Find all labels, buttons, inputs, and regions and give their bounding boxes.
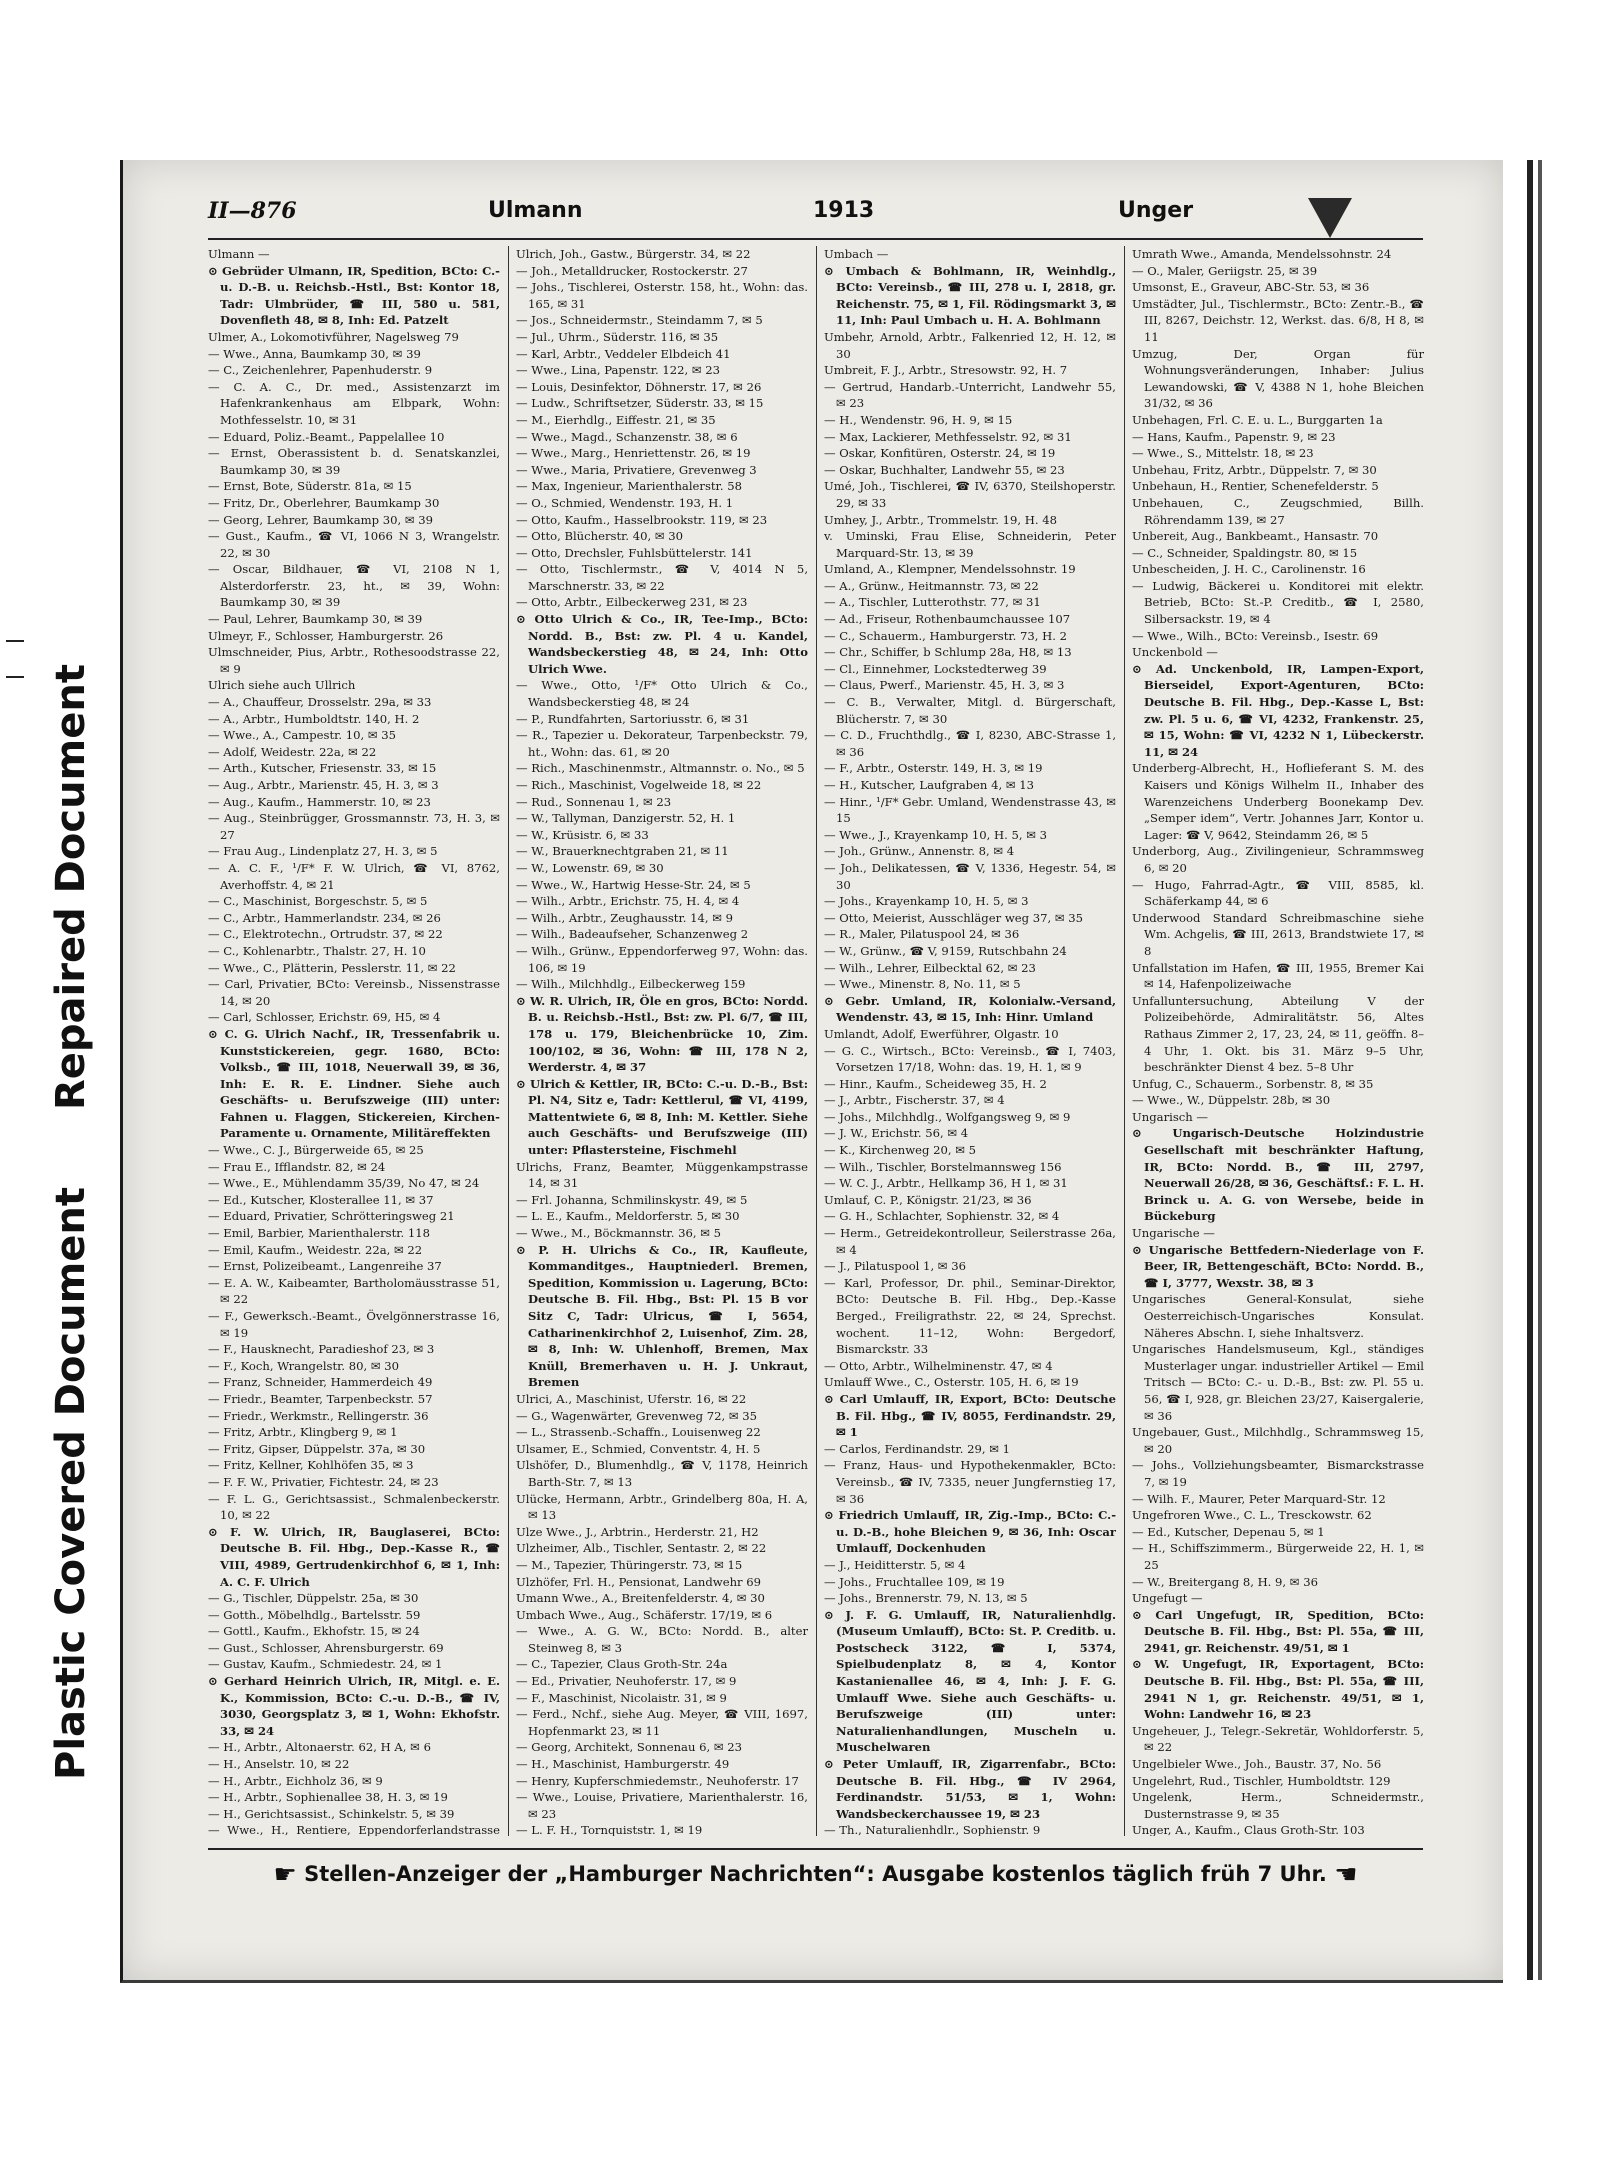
directory-entry: — Wwe., Maria, Privatiere, Grevenweg 3 bbox=[516, 462, 757, 477]
directory-entry: — Wwe., A. G. W., BCto: Nordd. B., alter Steinweg 8, ✉ 3 bbox=[516, 1624, 808, 1655]
directory-entry: — A., Grünw., Heitmannstr. 73, ✉ 22 bbox=[824, 578, 1039, 593]
directory-entry: Ungefroren Wwe., C. L., Tresckowstr. 62 bbox=[1132, 1508, 1372, 1523]
directory-entry: Ulrici, A., Maschinist, Uferstr. 16, ✉ 22 bbox=[516, 1391, 747, 1406]
directory-entry: — Johs., Vollziehungsbeamter, Bismarckstrasse 7, ✉ 19 bbox=[1132, 1458, 1424, 1489]
directory-entry: — G. H., Schlachter, Sophienstr. 32, ✉ 4 bbox=[824, 1209, 1060, 1224]
directory-entry: — Wilh., Tischler, Borstelmannsweg 156 bbox=[824, 1159, 1062, 1174]
directory-entry: — Fritz, Kellner, Kohlhöfen 35, ✉ 3 bbox=[208, 1458, 414, 1473]
directory-entry: Umstädter, Jul., Tischlermstr., BCto: Zentr.-B., ☎ III, 8267, Deichstr. 12, Werkst. das. 6/8, H 8, ✉ 11 bbox=[1132, 296, 1424, 344]
directory-entry: — Jul., Uhrm., Süderstr. 116, ✉ 35 bbox=[516, 329, 719, 344]
directory-entry: Unfalluntersuchung, Abteilung V der Polizeibehörde, Admiralitätstr. 56, Altes Rathaus Zimmer 2, 17, 23, 24, ✉ 11, geöffn. 8–4 Uhr, 1. Okt. bis 31. März 9–5 Uhr, beschränkter Dienst 4 bez. 5–8 Uhr bbox=[1132, 993, 1424, 1075]
directory-entry: — Wwe., Magd., Schanzenstr. 38, ✉ 6 bbox=[516, 429, 738, 444]
directory-entry: — Frl. Johanna, Schmilinskystr. 49, ✉ 5 bbox=[516, 1192, 748, 1207]
directory-entry: Unbehaun, H., Rentier, Schenefelderstr. 5 bbox=[1132, 479, 1379, 494]
directory-entry: ⊙ Ungarisch-Deutsche Holzindustrie Gesellschaft mit beschränkter Haftung, IR, BCto: Nordd. B., ☎ III, 2797, Neuerwall 26/28, ✉ 36, Geschäftsf.: F. L. H. Brinck u. A. G. von Wersebe, beide in Bückeburg bbox=[1132, 1126, 1424, 1224]
directory-entry: — L., Strassenb.-Schaffn., Louisenweg 22 bbox=[516, 1425, 761, 1440]
header-year: 1913 bbox=[813, 198, 875, 223]
directory-entry: — Ludw., Schriftsetzer, Süderstr. 33, ✉ 15 bbox=[516, 396, 764, 411]
column-divider bbox=[816, 246, 817, 1836]
directory-entry: — Wilh. F., Maurer, Peter Marquard-Str. 12 bbox=[1132, 1491, 1386, 1506]
directory-entry: Umé, Joh., Tischlerei, ☎ IV, 6370, Steilshoperstr. 29, ✉ 33 bbox=[824, 479, 1116, 510]
directory-entry: — Wwe., M., Böckmannstr. 36, ✉ 5 bbox=[516, 1226, 721, 1241]
directory-entry: — Paul, Lehrer, Baumkamp 30, ✉ 39 bbox=[208, 612, 423, 627]
directory-entry: v. Uminski, Frau Elise, Schneiderin, Peter Marquard-Str. 13, ✉ 39 bbox=[824, 529, 1116, 560]
directory-entry: — Arth., Kutscher, Friesenstr. 33, ✉ 15 bbox=[208, 761, 437, 776]
directory-entry: — L. F. H., Tornquiststr. 1, ✉ 19 bbox=[516, 1823, 703, 1836]
directory-entry: — Cl., Einnehmer, Lockstedterweg 39 bbox=[824, 661, 1047, 676]
directory-entry: — Fritz, Dr., Oberlehrer, Baumkamp 30 bbox=[208, 495, 440, 510]
directory-entry: Unfallstation im Hafen, ☎ III, 1955, Bremer Kai ✉ 14, Hafenpolizeiwache bbox=[1132, 960, 1424, 992]
directory-entry: — Wwe., Wilh., BCto: Vereinsb., Isestr. 69 bbox=[1132, 628, 1379, 643]
directory-entry: — C. A. C., Dr. med., Assistenzarzt im Hafenkrankenhaus am Elbpark, Wohn: Mothfesselstr. 10, ✉ 31 bbox=[208, 379, 500, 427]
directory-entry: — Otto, Tischlermstr., ☎ V, 4014 N 5, Marschnerstr. 33, ✉ 22 bbox=[516, 562, 808, 593]
directory-entry: Ungebauer, Gust., Milchhdlg., Schrammsweg 15, ✉ 20 bbox=[1132, 1425, 1424, 1456]
directory-entry: — Ad., Friseur, Rothenbaumchaussee 107 bbox=[824, 612, 1071, 627]
directory-entry: — J., Heiditterstr. 5, ✉ 4 bbox=[824, 1557, 966, 1572]
page-footer bbox=[208, 1860, 1423, 1900]
directory-entry: — C., Schneider, Spaldingstr. 80, ✉ 15 bbox=[1132, 545, 1358, 560]
directory-entry: — Wwe., H., Rentiere, Eppendorferlandstrasse bbox=[208, 1823, 500, 1836]
directory-entry: — Ernst, Polizeibeamt., Langenreihe 37 bbox=[208, 1259, 442, 1274]
directory-entry: Underwood Standard Schreibmaschine siehe Wm. Achgelis, ☎ III, 2613, Brandstwiete 17, ✉ 8 bbox=[1132, 910, 1424, 958]
directory-entry: — Eduard, Poliz.-Beamt., Pappelallee 10 bbox=[208, 429, 445, 444]
directory-entry: Umrath Wwe., Amanda, Mendelssohnstr. 24 bbox=[1132, 247, 1392, 261]
binding-edge bbox=[1538, 160, 1542, 1980]
directory-page bbox=[120, 160, 1503, 1983]
footer-advert-text: Stellen-Anzeiger der „Hamburger Nachrichten“: Ausgabe kostenlos täglich früh 7 Uhr. bbox=[304, 1862, 1327, 1886]
directory-entry: — Wilh., Lehrer, Eilbecktal 62, ✉ 23 bbox=[824, 960, 1036, 975]
directory-entry: — Gust., Schlosser, Ahrensburgerstr. 69 bbox=[208, 1640, 444, 1655]
directory-entry: — Rich., Maschinist, Vogelweide 18, ✉ 22 bbox=[516, 778, 762, 792]
directory-entry: — Th., Naturalienhdlr., Sophienstr. 9 bbox=[824, 1823, 1041, 1836]
directory-entry: — C., Schauerm., Hamburgerstr. 73, H. 2 bbox=[824, 628, 1068, 643]
header-left-keyword: Ulmann bbox=[488, 198, 583, 223]
pointing-hand-icon: ☛ bbox=[273, 1860, 297, 1890]
directory-entry: — C., Zeichenlehrer, Papenhuderstr. 9 bbox=[208, 363, 433, 378]
scan-edge-mark bbox=[6, 676, 24, 678]
directory-entry: — Gust., Kaufm., ☎ VI, 1066 N 3, Wrangelstr. 22, ✉ 30 bbox=[208, 529, 500, 560]
directory-entry: — H., Kutscher, Laufgraben 4, ✉ 13 bbox=[824, 778, 1034, 792]
directory-entry: — Emil, Kaufm., Weidestr. 22a, ✉ 22 bbox=[208, 1242, 423, 1257]
directory-entry: — Otto, Meierist, Ausschläger weg 37, ✉ 35 bbox=[824, 910, 1083, 925]
directory-entry: — Chr., Schiffer, b Schlump 28a, H8, ✉ 13 bbox=[824, 645, 1072, 660]
directory-entry: — Joh., Grünw., Annenstr. 8, ✉ 4 bbox=[824, 844, 1015, 859]
directory-entry: — Johs., Brennerstr. 79, N. 13, ✉ 5 bbox=[824, 1591, 1028, 1606]
directory-entry: — Otto, Arbtr., Eilbeckerweg 231, ✉ 23 bbox=[516, 595, 748, 610]
directory-entry: — O., Maler, Geriigstr. 25, ✉ 39 bbox=[1132, 263, 1318, 278]
thumb-index-marker bbox=[1308, 198, 1352, 238]
directory-entry: — Rud., Sonnenau 1, ✉ 23 bbox=[516, 794, 672, 809]
directory-entry: — Wwe., S., Mittelstr. 18, ✉ 23 bbox=[1132, 446, 1314, 461]
directory-entry: — R., Maler, Pilatuspool 24, ✉ 36 bbox=[824, 927, 1020, 942]
directory-entry: ⊙ Gebr. Umland, IR, Kolonialw.-Versand, Wendenstr. 43, ✉ 15, Inh: Hinr. Umland bbox=[824, 993, 1116, 1025]
directory-entry: — Johs., Tischlerei, Osterstr. 158, ht., Wohn: das. 165, ✉ 31 bbox=[516, 280, 808, 311]
directory-entry: Umbehr, Arnold, Arbtr., Falkenried 12, H. 12, ✉ 30 bbox=[824, 329, 1116, 361]
directory-entry: — Ed., Kutscher, Klosterallee 11, ✉ 37 bbox=[208, 1192, 434, 1207]
directory-entry: — Emil, Barbier, Marienthalerstr. 118 bbox=[208, 1226, 431, 1241]
directory-entry: — Oskar, Konfitüren, Osterstr. 24, ✉ 19 bbox=[824, 446, 1056, 461]
directory-entry: Unfug, C., Schauerm., Sorbenstr. 8, ✉ 35 bbox=[1132, 1076, 1374, 1091]
directory-entry: — Aug., Kaufm., Hammerstr. 10, ✉ 23 bbox=[208, 794, 431, 809]
directory-entry: — C., Arbtr., Hammerlandstr. 234, ✉ 26 bbox=[208, 910, 441, 925]
directory-entry: — F. L. G., Gerichtsassist., Schmalenbeckerstr. 10, ✉ 22 bbox=[208, 1491, 500, 1523]
directory-entry: — Wilh., Milchhdlg., Eilbeckerweg 159 bbox=[516, 977, 746, 992]
directory-entry: — W., Breitergang 8, H. 9, ✉ 36 bbox=[1132, 1574, 1318, 1589]
directory-entry: Underborg, Aug., Zivilingenieur, Schrammsweg 6, ✉ 20 bbox=[1132, 844, 1424, 875]
directory-entry: — Georg, Lehrer, Baumkamp 30, ✉ 39 bbox=[208, 512, 433, 527]
directory-entry: — Jos., Schneidermstr., Steindamm 7, ✉ 5 bbox=[516, 313, 763, 328]
directory-entry: Unbehau, Fritz, Arbtr., Düppelstr. 7, ✉ 30 bbox=[1132, 462, 1377, 477]
directory-entry: — Gustav, Kaufm., Schmiedestr. 24, ✉ 1 bbox=[208, 1657, 443, 1672]
directory-entry: — Wilh., Arbtr., Zeughausstr. 14, ✉ 9 bbox=[516, 910, 733, 925]
directory-entry: — C., Maschinist, Borgeschstr. 5, ✉ 5 bbox=[208, 894, 428, 909]
directory-entry: — C. D., Fruchthdlg., ☎ I, 8230, ABC-Strasse 1, ✉ 36 bbox=[824, 728, 1116, 759]
directory-entry: Ulshöfer, D., Blumenhdlg., ☎ V, 1178, Heinrich Barth-Str. 7, ✉ 13 bbox=[516, 1458, 808, 1489]
directory-entry: — Ferd., Nchf., siehe Aug. Meyer, ☎ VIII, 1697, Hopfenmarkt 23, ✉ 11 bbox=[516, 1707, 808, 1738]
page-header bbox=[123, 198, 1503, 238]
directory-entry: — J., Arbtr., Fischerstr. 37, ✉ 4 bbox=[824, 1093, 1005, 1108]
directory-entry: — Ludwig, Bäckerei u. Konditorei mit elektr. Betrieb, BCto: St.-P. Creditb., ☎ I, 2580, Silbersackstr. 19, ✉ 4 bbox=[1132, 578, 1424, 627]
directory-entry: — J., Pilatuspool 1, ✉ 36 bbox=[824, 1259, 966, 1274]
directory-entry: — Friedr., Werkmstr., Rellingerstr. 36 bbox=[208, 1408, 429, 1423]
directory-entry: Ungelbieler Wwe., Joh., Baustr. 37, No. 56 bbox=[1132, 1757, 1382, 1772]
directory-entry: Underberg-Albrecht, H., Hoflieferant S. M. des Kaisers und Königs Wilhelm II., Inhaber des Warenzeichens Underberg Boonekamp Dev. „Semper idem“, Vertr. Johannes Jarr, Kontor u. Lager: ☎ V, 9642, Steindamm 26, ✉ 5 bbox=[1132, 761, 1424, 842]
directory-entry: — Frau Aug., Lindenplatz 27, H. 3, ✉ 5 bbox=[208, 844, 438, 859]
directory-entry: — Ernst, Oberassistent b. d. Senatskanzlei, Baumkamp 30, ✉ 39 bbox=[208, 446, 500, 477]
directory-entry: — Max, Ingenieur, Marienthalerstr. 58 bbox=[516, 479, 742, 494]
directory-entry: ⊙ Friedrich Umlauff, IR, Zig.-Imp., BCto: C.- u. D.-B., hohe Bleichen 9, ✉ 36, Inh: Oscar Umlauff, Dockenhuden bbox=[824, 1508, 1116, 1556]
directory-entry: Unbehauen, C., Zeugschmied, Billh. Röhrendamm 139, ✉ 27 bbox=[1132, 495, 1424, 527]
directory-entry: — Carl, Schlosser, Erichstr. 69, H5, ✉ 4 bbox=[208, 1010, 441, 1025]
directory-entry: — G. C., Wirtsch., BCto: Vereinsb., ☎ I, 7403, Vorsetzen 17/18, Wohn: das. 19, H. 1, ✉ 9 bbox=[824, 1043, 1116, 1075]
directory-entry: ⊙ W. Ungefugt, IR, Exportagent, BCto: Deutsche B. Fil. Hbg., Bst: Pl. 55a, ☎ III, 2941 N 1, gr. Reichenstr. 49/51, ✉ 1, Wohn: Landwehr 16, ✉ 23 bbox=[1132, 1657, 1424, 1722]
directory-entry: — Ed., Kutscher, Depenau 5, ✉ 1 bbox=[1132, 1524, 1325, 1539]
directory-entry: — Wwe., C., Plätterin, Pesslerstr. 11, ✉ 22 bbox=[208, 960, 456, 975]
directory-entry: — O., Schmied, Wendenstr. 193, H. 1 bbox=[516, 495, 734, 510]
directory-entry: ⊙ Carl Umlauff, IR, Export, BCto: Deutsche B. Fil. Hbg., ☎ IV, 8055, Ferdinandstr. 29, ✉ 1 bbox=[824, 1391, 1116, 1440]
directory-entry: — H., Schiffszimmerm., Bürgerweide 22, H. 1, ✉ 25 bbox=[1132, 1541, 1424, 1572]
directory-entry: — H., Maschinist, Hamburgerstr. 49 bbox=[516, 1757, 730, 1772]
directory-entry: — Herm., Getreidekontrolleur, Seilerstrasse 26a, ✉ 4 bbox=[824, 1226, 1116, 1257]
column-divider bbox=[1124, 246, 1125, 1836]
directory-entry: Unckenbold — bbox=[1132, 645, 1218, 660]
directory-entry: Ulmann — bbox=[208, 247, 270, 261]
directory-entry: — Aug., Arbtr., Marienstr. 45, H. 3, ✉ 3 bbox=[208, 778, 439, 792]
directory-entry: — Joh., Delikatessen, ☎ V, 1336, Hegestr. 54, ✉ 30 bbox=[824, 860, 1116, 892]
directory-entry: — Wwe., W., Hartwig Hesse-Str. 24, ✉ 5 bbox=[516, 877, 751, 892]
directory-entry: Ungarisches Handelsmuseum, Kgl., ständiges Musterlager ungar. industrieller Artikel — Emil Tritsch — BCto: C.- u. D.-B., Bst: zw. Pl. 55 u. 56, ☎ I, 928, gr. Bleichen 23/27, Kaisergalerie, ✉ 36 bbox=[1132, 1342, 1424, 1423]
directory-entry: — Wilh., Badeaufseher, Schanzenweg 2 bbox=[516, 927, 749, 942]
directory-entry: — Louis, Desinfektor, Döhnerstr. 17, ✉ 26 bbox=[516, 379, 762, 394]
directory-entry: — Wwe., Otto, ¹/F* Otto Ulrich & Co., Wandsbeckerstieg 48, ✉ 24 bbox=[516, 678, 808, 710]
directory-entry: — G., Wagenwärter, Grevenweg 72, ✉ 35 bbox=[516, 1408, 757, 1423]
directory-entry: — Wwe., W., Düppelstr. 28b, ✉ 30 bbox=[1132, 1093, 1331, 1108]
directory-entry: ⊙ Gerhard Heinrich Ulrich, IR, Mitgl. e. E. K., Kommission, BCto: C.-u. D.-B., ☎ IV, 3030, Georgsplatz 3, ✉ 1, Wohn: Ekhofstr. 33, ✉ 24 bbox=[208, 1674, 500, 1738]
directory-entry: — Wwe., Minenstr. 8, No. 11, ✉ 5 bbox=[824, 977, 1021, 992]
directory-entry: ⊙ F. W. Ulrich, IR, Bauglaserei, BCto: Deutsche B. Fil. Hbg., Dep.-Kasse R., ☎ VIII, 4989, Gertrudenkirchhof 6, ✉ 1, Inh: A. C. F. Ulrich bbox=[208, 1524, 500, 1589]
directory-entry: — Johs., Milchhdlg., Wolfgangsweg 9, ✉ 9 bbox=[824, 1109, 1071, 1124]
directory-entry: Ungelehrt, Rud., Tischler, Humboldtstr. 129 bbox=[1132, 1773, 1391, 1788]
directory-entry: — Wwe., Louise, Privatiere, Marienthalerstr. 16, ✉ 23 bbox=[516, 1790, 808, 1821]
directory-entry: Ungarisch — bbox=[1132, 1109, 1209, 1124]
directory-entry: ⊙ Carl Ungefugt, IR, Spedition, BCto: Deutsche B. Fil. Hbg., Bst: Pl. 55a, ☎ III, 2941, gr. Reichenstr. 49/51, ✉ 1 bbox=[1132, 1607, 1424, 1655]
directory-entry: — Wwe., C. J., Bürgerweide 65, ✉ 25 bbox=[208, 1143, 424, 1158]
directory-entry: — Wwe., E., Mühlendamm 35/39, No 47, ✉ 24 bbox=[208, 1176, 480, 1191]
directory-entry: Umlandt, Adolf, Ewerführer, Olgastr. 10 bbox=[824, 1026, 1059, 1041]
directory-entry: — Adolf, Weidestr. 22a, ✉ 22 bbox=[208, 744, 377, 759]
directory-entry: — F., Arbtr., Osterstr. 149, H. 3, ✉ 19 bbox=[824, 761, 1043, 776]
footer-rule bbox=[208, 1848, 1423, 1850]
directory-entry: — A., Chauffeur, Drosselstr. 29a, ✉ 33 bbox=[208, 695, 432, 710]
directory-entry: — H., Arbtr., Altonaerstr. 62, H A, ✉ 6 bbox=[208, 1740, 431, 1755]
directory-entry: Ulmer, A., Lokomotivführer, Nagelsweg 79 bbox=[208, 329, 459, 344]
directory-entry: Ulsamer, E., Schmied, Conventstr. 4, H. 5 bbox=[516, 1441, 761, 1456]
pointing-hand-icon: ☚ bbox=[1334, 1860, 1358, 1890]
directory-entry: — Gottl., Kaufm., Ekhofstr. 15, ✉ 24 bbox=[208, 1624, 420, 1639]
directory-entry: ⊙ P. H. Ulrichs & Co., IR, Kaufleute, Kommanditges., Hauptniederl. Bremen, Spedition, Kommission u. Lagerung, BCto: Deutsche B. Fil. Hbg., Bst: Pl. 15 B vor Sitz C, Tadr: Ulricus, ☎ I, 5654, Catharinenkirchhof 2, Luisenhof, Zim. 28, ✉ 8, Inh: W. Uhlenhoff, Bremen, Max Knüll, Bremerhaven u. H. J. Unkraut, Bremen bbox=[516, 1242, 808, 1390]
directory-entry: — Fritz, Gipser, Düppelstr. 37a, ✉ 30 bbox=[208, 1441, 426, 1456]
directory-entry: Ulmschneider, Pius, Arbtr., Rothesoodstrasse 22, ✉ 9 bbox=[208, 645, 500, 676]
directory-entry: — Otto, Kaufm., Hasselbrookstr. 119, ✉ 23 bbox=[516, 512, 768, 527]
directory-entry: — W., Tallyman, Danzigerstr. 52, H. 1 bbox=[516, 811, 736, 826]
directory-entry: Unbescheiden, J. H. C., Carolinenstr. 16 bbox=[1132, 562, 1366, 577]
directory-entry: — R., Tapezier u. Dekorateur, Tarpenbeckstr. 79, ht., Wohn: das. 61, ✉ 20 bbox=[516, 728, 808, 759]
directory-entry: — Wwe., J., Krayenkamp 10, H. 5, ✉ 3 bbox=[824, 827, 1047, 842]
directory-entry: Ulrichs, Franz, Beamter, Müggenkampstrasse 14, ✉ 31 bbox=[516, 1159, 808, 1191]
directory-entry: — W., Brauerknechtgraben 21, ✉ 11 bbox=[516, 844, 729, 859]
directory-entry: — M., Tapezier, Thüringerstr. 73, ✉ 15 bbox=[516, 1557, 743, 1572]
directory-entry: — F., Gewerksch.-Beamt., Övelgönnerstrasse 16, ✉ 19 bbox=[208, 1309, 500, 1340]
directory-entry: — F., Koch, Wrangelstr. 80, ✉ 30 bbox=[208, 1358, 400, 1373]
directory-entry: Ungefugt — bbox=[1132, 1591, 1203, 1606]
directory-entry: — M., Eierhdlg., Eiffestr. 21, ✉ 35 bbox=[516, 412, 716, 427]
directory-entry: — Wwe., A., Campestr. 10, ✉ 35 bbox=[208, 728, 397, 743]
directory-entry: — Hinr., Kaufm., Scheideweg 35, H. 2 bbox=[824, 1076, 1047, 1091]
directory-entry: — A., Arbtr., Humboldtstr. 140, H. 2 bbox=[208, 711, 420, 726]
column-divider bbox=[508, 246, 509, 1836]
directory-entry: — H., Arbtr., Sophienallee 38, H. 3, ✉ 19 bbox=[208, 1790, 448, 1805]
directory-entry: Umhey, J., Arbtr., Trommelstr. 19, H. 48 bbox=[824, 512, 1058, 527]
directory-entry: — Franz, Schneider, Hammerdeich 49 bbox=[208, 1375, 433, 1390]
directory-entry: Ungarisches General-Konsulat, siehe Oesterreichisch-Ungarisches Konsulat. Näheres Abschn. I, siehe Inhaltsverz. bbox=[1132, 1292, 1424, 1340]
directory-entry: Ungelenk, Herm., Schneidermstr., Dusternstrasse 9, ✉ 35 bbox=[1132, 1790, 1424, 1821]
directory-entry: — H., Arbtr., Eichholz 36, ✉ 9 bbox=[208, 1773, 383, 1788]
directory-entry: — Karl, Arbtr., Veddeler Elbdeich 41 bbox=[516, 346, 731, 361]
plastic-covered-document-label: Plastic Covered Document bbox=[48, 1186, 94, 1780]
directory-entry: — Joh., Metalldrucker, Rostockerstr. 27 bbox=[516, 263, 748, 278]
directory-entry: Umbach Wwe., Aug., Schäferstr. 17/19, ✉ 6 bbox=[516, 1607, 773, 1622]
directory-entry: — G., Tischler, Düppelstr. 25a, ✉ 30 bbox=[208, 1591, 419, 1606]
directory-entry: — Wwe., Lina, Papenstr. 122, ✉ 23 bbox=[516, 363, 721, 378]
directory-entry: ⊙ Peter Umlauff, IR, Zigarrenfabr., BCto: Deutsche B. Fil. Hbg., ☎ IV 2964, Ferdinandstr. 51/53, ✉ 1, Wohn: Wandsbeckerchaussee 19, ✉ 23 bbox=[824, 1757, 1116, 1821]
directory-entry: Ungeheuer, J., Telegr.-Sekretär, Wohldorferstr. 5, ✉ 22 bbox=[1132, 1723, 1424, 1755]
directory-entry: — K., Kirchenweg 20, ✉ 5 bbox=[824, 1143, 976, 1158]
directory-entry: — W., Lowenstr. 69, ✉ 30 bbox=[516, 860, 664, 875]
directory-entry: Ulmeyr, F., Schlosser, Hamburgerstr. 26 bbox=[208, 628, 444, 643]
directory-entry: — Hugo, Fahrrad-Agtr., ☎ VIII, 8585, kl. Schäferkamp 44, ✉ 6 bbox=[1132, 877, 1424, 909]
directory-entry: — C., Elektrotechn., Ortrudstr. 37, ✉ 22 bbox=[208, 927, 443, 942]
directory-entry: — Wilh., Grünw., Eppendorferweg 97, Wohn: das. 106, ✉ 19 bbox=[516, 943, 808, 975]
directory-entry: — Franz, Haus- und Hypothekenmakler, BCto: Vereinsb., ☎ IV, 7335, neuer Jungfernstieg 17, ✉ 36 bbox=[824, 1458, 1116, 1506]
directory-entry: — C. B., Verwalter, Mitgl. d. Bürgerschaft, Blücherstr. 7, ✉ 30 bbox=[824, 695, 1116, 726]
directory-entry: — Rich., Maschinenmstr., Altmannstr. o. No., ✉ 5 bbox=[516, 761, 805, 776]
directory-entry: — Otto, Drechsler, Fuhlsbüttelerstr. 141 bbox=[516, 545, 753, 560]
directory-entry: — Oskar, Buchhalter, Landwehr 55, ✉ 23 bbox=[824, 462, 1065, 477]
directory-entry: — Wwe., Anna, Baumkamp 30, ✉ 39 bbox=[208, 346, 421, 361]
directory-entry: ⊙ Ulrich & Kettler, IR, BCto: C.-u. D.-B., Bst: Pl. N4, Sitz e, Tadr: Kettlerul, ☎ VI, 4199, Mattentwiete 6, ✉ 8, Inh: M. Kettler. Siehe auch Geschäfts- und Berufszweige (III) unter: Pflastersteine, Fischmehl bbox=[516, 1076, 808, 1158]
directory-entry: ⊙ J. F. G. Umlauff, IR, Naturalienhdlg. (Museum Umlauff), BCto: St. P. Creditb. u. Postscheck 3122, ☎ I, 5374, Spielbudenplatz 8, ✉ 4, Kontor Kastanienallee 46, ✉ 4, Inh: J. F. G. Umlauff Wwe. Siehe auch Geschäfts- u. Berufszweige (III) unter: Naturalienhandlungen, Muscheln u. Muschelwaren bbox=[824, 1607, 1116, 1755]
directory-entry: — P., Rundfahrten, Sartoriusstr. 6, ✉ 31 bbox=[516, 711, 750, 726]
directory-entry: — Ed., Privatier, Neuhoferstr. 17, ✉ 9 bbox=[516, 1674, 737, 1689]
directory-entry: — Aug., Steinbrügger, Grossmannstr. 73, H. 3, ✉ 27 bbox=[208, 811, 500, 842]
directory-entry: Ungarische — bbox=[1132, 1226, 1215, 1241]
directory-entry: — Hans, Kaufm., Papenstr. 9, ✉ 23 bbox=[1132, 429, 1336, 444]
directory-entry: — Otto, Blücherstr. 40, ✉ 30 bbox=[516, 529, 684, 544]
directory-entry: ⊙ W. R. Ulrich, IR, Öle en gros, BCto: Nordd. B. u. Reichsb.-Hstl., Bst: zw. Pl. 6/7, ☎ III, 178 u. 179, Bleichenbrücke 10, Zim. 100/102, ✉ 36, Wohn: ☎ III, 178 N 2, Werderstr. 4, ✉ 37 bbox=[516, 993, 808, 1075]
directory-entry: Ulrich siehe auch Ullrich bbox=[208, 678, 356, 693]
directory-entry: — L. E., Kaufm., Meldorferstr. 5, ✉ 30 bbox=[516, 1209, 740, 1224]
directory-entry: — H., Anselstr. 10, ✉ 22 bbox=[208, 1757, 350, 1772]
directory-entry: Ulücke, Hermann, Arbtr., Grindelberg 80a, H. A, ✉ 13 bbox=[516, 1491, 808, 1523]
directory-entry: — Eduard, Privatier, Schrötteringsweg 21 bbox=[208, 1209, 455, 1224]
scan-edge-mark bbox=[6, 640, 24, 642]
directory-entry: Umlauf, C. P., Königstr. 21/23, ✉ 36 bbox=[824, 1192, 1032, 1207]
directory-entry: — Fritz, Arbtr., Klingberg 9, ✉ 1 bbox=[208, 1425, 398, 1440]
directory-entry: Ulrich, Joh., Gastw., Bürgerstr. 34, ✉ 22 bbox=[516, 247, 751, 261]
directory-entry: — W., Grünw., ☎ V, 9159, Rutschbahn 24 bbox=[824, 943, 1067, 958]
header-right-keyword: Unger bbox=[1118, 198, 1194, 223]
directory-entry: Ulzheimer, Alb., Tischler, Sentastr. 2, ✉ 22 bbox=[516, 1541, 767, 1556]
directory-column-2 bbox=[516, 246, 808, 1836]
directory-entry: ⊙ Gebrüder Ulmann, IR, Spedition, BCto: C.-u. D.-B. u. Reichsb.-Hstl., Bst: Kontor 18, Tadr: Ulmbrüder, ☎ III, 580 u. 581, Dovenfleth 48, ✉ 8, Inh: Ed. Patzelt bbox=[208, 263, 500, 328]
directory-entry: Unbehagen, Frl. C. E. u. L., Burggarten 1a bbox=[1132, 412, 1383, 427]
repaired-document-label: Repaired Document bbox=[48, 664, 94, 1110]
page-number: II—876 bbox=[208, 198, 297, 224]
directory-entry: — J. W., Erichstr. 56, ✉ 4 bbox=[824, 1126, 969, 1141]
directory-entry: ⊙ Ad. Unckenbold, IR, Lampen-Export, Bierseidel, Export-Agenturen, BCto: Deutsche B. Fil. Hbg., Dep.-Kasse L, Bst: zw. Pl. 5 u. 6, ☎ VI, 4232, Frankenstr. 25, ✉ 15, Wohn: ☎ VI, 4232 N 1, Lübeckerstr. 11, ✉ 24 bbox=[1132, 661, 1424, 759]
directory-entry: ⊙ C. G. Ulrich Nachf., IR, Tressenfabrik u. Kunststickereien, gegr. 1680, BCto: Volksb., ☎ III, 1018, Neuerwall 39, ✉ 36, Inh: E. R. E. Lindner. Siehe auch Geschäfts- u. Berufszweige (III) unter: Fahnen u. Flaggen, Stickereien, Kirchen-Paramente u. Ornamente, Militäreffekten bbox=[208, 1026, 500, 1141]
directory-entry: Umland, A., Klempner, Mendelssohnstr. 19 bbox=[824, 562, 1076, 577]
directory-entry: Umann Wwe., A., Breitenfelderstr. 4, ✉ 30 bbox=[516, 1591, 765, 1606]
directory-entry: — Hinr., ¹/F* Gebr. Umland, Wendenstrasse 43, ✉ 15 bbox=[824, 794, 1116, 826]
directory-entry: — Johs., Krayenkamp 10, H. 5, ✉ 3 bbox=[824, 894, 1029, 909]
directory-entry: — H., Wendenstr. 96, H. 9, ✉ 15 bbox=[824, 412, 1013, 427]
directory-entry: — Wwe., Marg., Henriettenstr. 26, ✉ 19 bbox=[516, 446, 751, 461]
directory-entry: — Wilh., Arbtr., Erichstr. 75, H. 4, ✉ 4 bbox=[516, 894, 740, 909]
directory-entry: — C., Tapezier, Claus Groth-Str. 24a bbox=[516, 1657, 728, 1672]
header-rule bbox=[208, 238, 1423, 240]
directory-column-1 bbox=[208, 246, 500, 1836]
directory-entry: — C., Kohlenarbtr., Thalstr. 27, H. 10 bbox=[208, 943, 426, 958]
directory-entry: — Karl, Professor, Dr. phil., Seminar-Direktor, BCto: Deutsche B. Fil. Hbg., Dep.-Kasse Berged., Freiligrathstr. 22, ✉ 24, Sprechst. wochent. 11–12, Wohn: Bergedorf, Bismarckstr. 33 bbox=[824, 1275, 1116, 1357]
directory-entry: — F., Hausknecht, Paradieshof 23, ✉ 3 bbox=[208, 1342, 435, 1357]
directory-entry: Umbach — bbox=[824, 247, 889, 261]
directory-entry: — W. C. J., Arbtr., Hellkamp 36, H 1, ✉ 31 bbox=[824, 1176, 1068, 1191]
directory-entry: ⊙ Ungarische Bettfedern-Niederlage von F. Beer, IR, Bettengeschäft, BCto: Nordd. B., ☎ I, 3777, Wexstr. 38, ✉ 3 bbox=[1132, 1242, 1424, 1290]
directory-entry: — Gotth., Möbelhdlg., Bartelsstr. 59 bbox=[208, 1607, 421, 1622]
directory-entry: Umlauff Wwe., C., Osterstr. 105, H. 6, ✉ 19 bbox=[824, 1375, 1079, 1390]
side-label-panel bbox=[0, 0, 95, 2177]
directory-entry: Umsonst, E., Graveur, ABC-Str. 53, ✉ 36 bbox=[1132, 280, 1370, 295]
directory-entry: ⊙ Umbach & Bohlmann, IR, Weinhdlg., BCto: Vereinsb., ☎ III, 278 u. I, 2818, gr. Reichenstr. 75, ✉ 1, Fil. Rödingsmarkt 3, ✉ 11, Inh: Paul Umbach u. H. A. Bohlmann bbox=[824, 263, 1116, 328]
directory-column-3 bbox=[824, 246, 1116, 1836]
directory-entry: — Oscar, Bildhauer, ☎ VI, 2108 N 1, Alsterdorferstr. 23, ht., ✉ 39, Wohn: Baumkamp 30, ✉ 39 bbox=[208, 562, 500, 610]
directory-entry: — F., Maschinist, Nicolaistr. 31, ✉ 9 bbox=[516, 1690, 727, 1705]
directory-entry: — Henry, Kupferschmiedemstr., Neuhoferstr. 17 bbox=[516, 1773, 799, 1788]
directory-entry: — Gertrud, Handarb.-Unterricht, Landwehr 55, ✉ 23 bbox=[824, 379, 1116, 411]
directory-entry: — Friedr., Beamter, Tarpenbeckstr. 57 bbox=[208, 1391, 433, 1406]
directory-entry: — Frau E., Ifflandstr. 82, ✉ 24 bbox=[208, 1159, 386, 1174]
directory-entry: — F. F. W., Privatier, Fichtestr. 24, ✉ 23 bbox=[208, 1474, 439, 1489]
directory-entry: — A., Tischler, Lutterothstr. 77, ✉ 31 bbox=[824, 595, 1041, 610]
directory-entry: — H., Gerichtsassist., Schinkelstr. 5, ✉ 39 bbox=[208, 1806, 455, 1821]
directory-entry: — Max, Lackierer, Methfesselstr. 92, ✉ 31 bbox=[824, 429, 1072, 444]
directory-entry: Unbereit, Aug., Bankbeamt., Hansastr. 70 bbox=[1132, 529, 1379, 544]
directory-entry: — E. A. W., Kaibeamter, Bartholomäusstrasse 51, ✉ 22 bbox=[208, 1275, 500, 1307]
directory-entry: — Carlos, Ferdinandstr. 29, ✉ 1 bbox=[824, 1441, 1010, 1456]
directory-entry: Ulzhöfer, Frl. H., Pensionat, Landwehr 69 bbox=[516, 1574, 762, 1589]
directory-entry: Ulze Wwe., J., Arbtrin., Herderstr. 21, H2 bbox=[516, 1524, 759, 1539]
directory-entry: — Georg, Architekt, Sonnenau 6, ✉ 23 bbox=[516, 1740, 743, 1755]
directory-entry: — Ernst, Bote, Süderstr. 81a, ✉ 15 bbox=[208, 479, 412, 494]
directory-entry: — Johs., Fruchtallee 109, ✉ 19 bbox=[824, 1574, 1005, 1589]
directory-entry: — W., Krüsistr. 6, ✉ 33 bbox=[516, 827, 649, 842]
directory-entry: Umbreit, F. J., Arbtr., Stresowstr. 92, H. 7 bbox=[824, 363, 1068, 378]
directory-entry: — Claus, Pwerf., Marienstr. 45, H. 3, ✉ 3 bbox=[824, 678, 1065, 693]
binding-edge bbox=[1527, 160, 1533, 1980]
directory-column-4 bbox=[1132, 246, 1424, 1836]
directory-entry: — A. C. F., ¹/F* F. W. Ulrich, ☎ VI, 8762, Averhoffstr. 4, ✉ 21 bbox=[208, 860, 500, 892]
directory-entry: Umzug, Der, Organ für Wohnungsveränderungen, Inhaber: Julius Lewandowski, ☎ V, 4388 N 1, hohe Bleichen 31/32, ✉ 36 bbox=[1132, 346, 1424, 411]
directory-entry: — Otto, Arbtr., Wilhelminenstr. 47, ✉ 4 bbox=[824, 1358, 1053, 1373]
directory-entry: ⊙ Otto Ulrich & Co., IR, Tee-Imp., BCto: Nordd. B., Bst: zw. Pl. 4 u. Kandel, Wandsbeckerstieg 48, ✉ 24, Inh: Otto Ulrich Wwe. bbox=[516, 612, 808, 676]
directory-entry: — Carl, Privatier, BCto: Vereinsb., Nissenstrasse 14, ✉ 20 bbox=[208, 977, 500, 1008]
directory-entry: Unger, A., Kaufm., Claus Groth-Str. 103 bbox=[1132, 1823, 1365, 1836]
